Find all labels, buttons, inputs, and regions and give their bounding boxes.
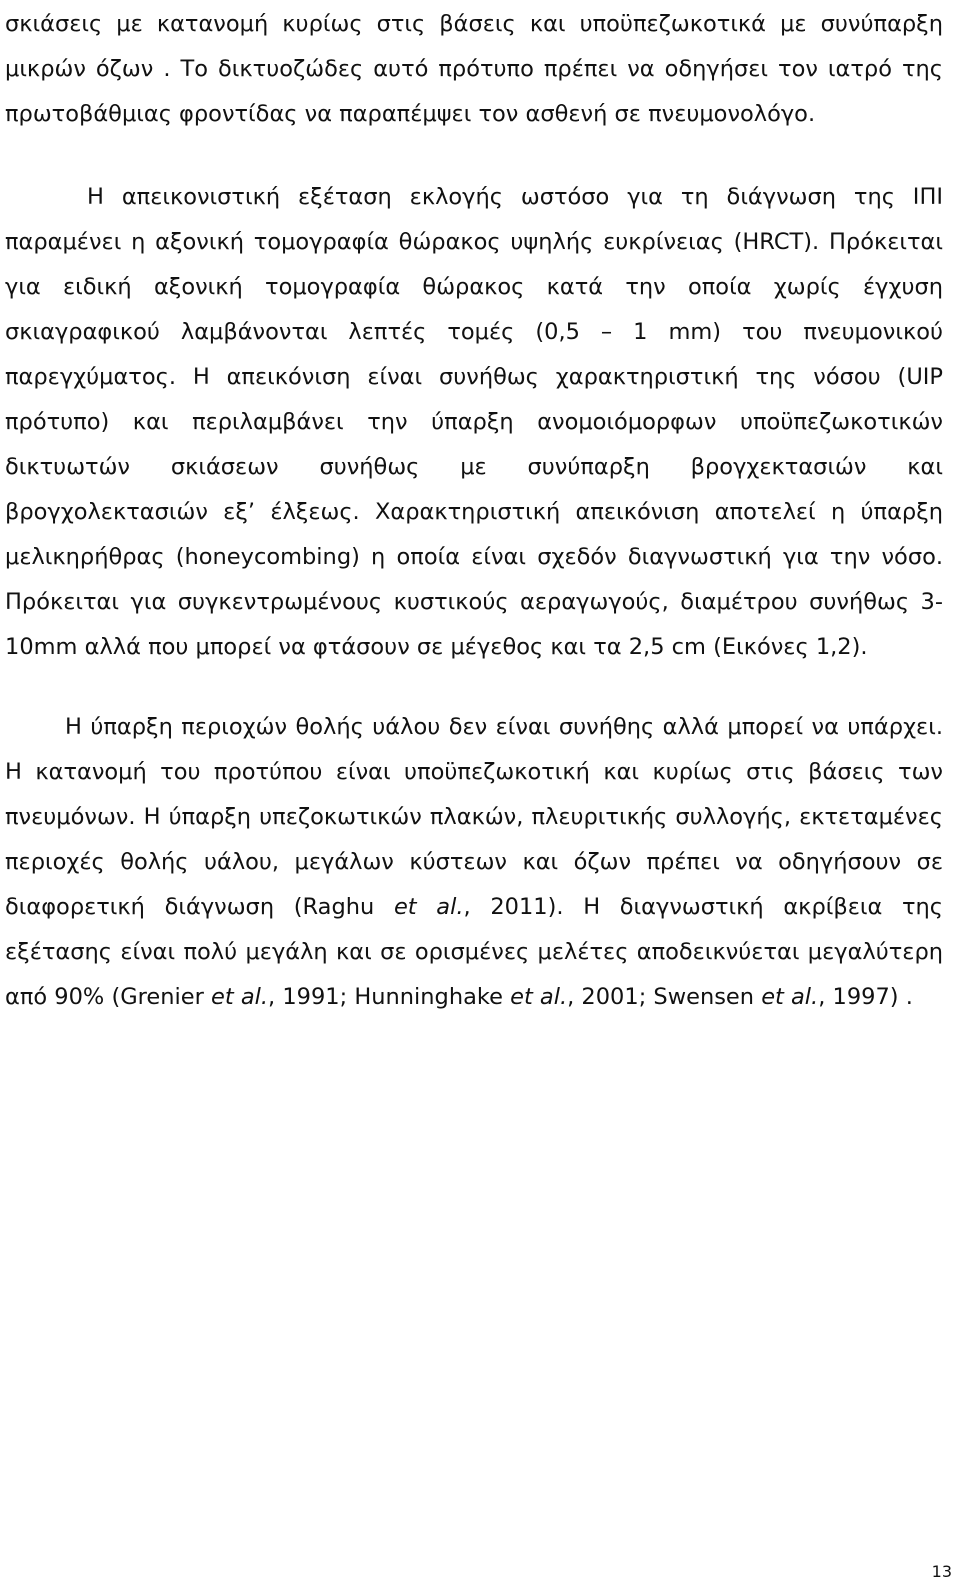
paragraph-3-text-d: , 2001; Swensen [567,984,762,1010]
document-page [5,0,943,1020]
citation-et-al: et al. [211,984,269,1010]
citation-et-al: et al. [510,984,568,1010]
paragraph-3-text-b: , 2011). Η διαγνωστική ακρίβεια της εξέτασης είναι πολύ μεγάλη και σε ορισμένες μελέτες αποδεικνύεται μεγαλύτερη από 90% (Grenier [5,894,943,1010]
page-number: 13 [931,1562,952,1581]
paragraph-3-text-c: , 1991; Hunninghake [268,984,511,1010]
paragraph-2: Η απεικονιστική εξέταση εκλογής ωστόσο για τη διάγνωση της ΙΠΙ παραμένει η αξονική τομογραφία θώρακος υψηλής ευκρίνειας (HRCT). Πρόκειται για ειδική αξονική τομογραφία θώρακος κατά την οποία χωρίς έγχυση σκιαγραφικού λαμβάνονται λεπτές τομές (0,5 – 1 mm) του πνευμονικού παρεγχύματος. Η απεικόνιση είναι συνήθως χαρακτηριστική της νόσου (UIP πρότυπο) και περιλαμβάνει την ύπαρξη ανομοιόμορφων υποϋπεζωκοτικών δικτυωτών σκιάσεων συνήθως με συνύπαρξη βρογχεκτασιών και βρογχολεκτασιών εξ’ έλξεως. Χαρακτηριστική απεικόνιση αποτελεί η ύπαρξη μελικηρήθρας (honeycombing) η οποία είναι σχεδόν διαγνωστική για την νόσο. Πρόκειται για συγκεντρωμένους κυστικούς αεραγωγούς, διαμέτρου συνήθως 3-10mm αλλά που μπορεί να φτάσουν σε μέγεθος και τα 2,5 cm (Εικόνες 1,2). [5,184,943,660]
paragraph-3 [5,705,943,1020]
citation-et-al: et al. [393,894,464,920]
citation-et-al: et al. [761,984,819,1010]
paragraph-3-text-a: Η ύπαρξη περιοχών θολής υάλου δεν είναι συνήθης αλλά μπορεί να υπάρχει. Η κατανομή του προτύπου είναι υποϋπεζωκοτική και κυρίως στις βάσεις των πνευμόνων. Η ύπαρξη υπεζοκωτικών πλακών, πλευριτικής συλλογής, εκτεταμένες περιοχές θολής υάλου, μεγάλων κύστεων και όζων πρέπει να οδηγήσουν σε διαφορετική διάγνωση (Raghu [5,714,943,920]
paragraph-1: σκιάσεις με κατανομή κυρίως στις βάσεις και υποϋπεζωκοτικά με συνύπαρξη μικρών όζων . Το δικτυοζώδες αυτό πρότυπο πρέπει να οδηγήσει τον ιατρό της πρωτοβάθμιας φροντίδας να παραπέμψει τον ασθενή σε πνευμονολόγο. [5,11,943,127]
paragraph-3-text-e: , 1997) . [818,984,913,1010]
